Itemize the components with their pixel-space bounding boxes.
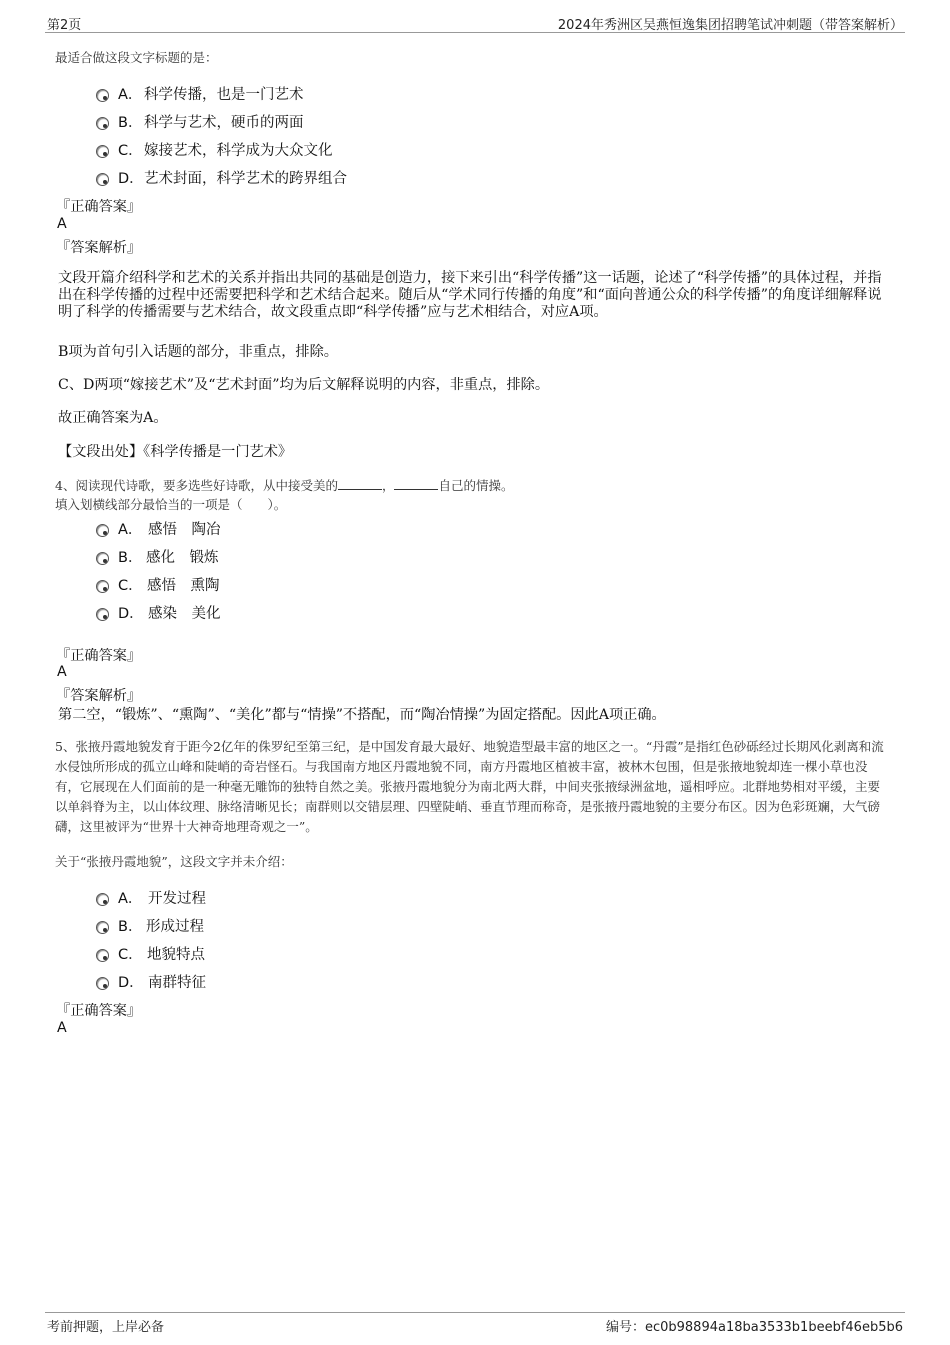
q3-source: 【文段出处】《科学传播是一门艺术》 [58, 444, 293, 460]
option-text: 嫁接艺术，科学成为大众文化 [144, 143, 333, 159]
option-letter: D． [118, 171, 144, 187]
document-code [606, 1316, 903, 1335]
option-text: 形成过程 [146, 919, 204, 935]
page-header [45, 12, 905, 33]
option-letter: D． [118, 975, 144, 991]
option-letter: A． [118, 891, 143, 907]
q3-answer: A [57, 216, 67, 232]
q4-stem-part2: ， [381, 478, 395, 493]
option-text: 感悟 陶冶 [148, 522, 221, 538]
radio-button-icon[interactable] [96, 117, 109, 130]
q4-answer: A [57, 664, 67, 680]
option-text: 感化 锻炼 [146, 550, 219, 566]
q3-analysis-paragraph-2: B项为首句引入话题的部分，非重点，排除。 [58, 344, 338, 360]
q3-analysis-label: 『答案解析』 [56, 240, 142, 256]
option-letter: C． [118, 578, 143, 594]
q3-analysis-paragraph-3: C、D两项“嫁接艺术”及“艺术封面”均为后文解释说明的内容，非重点，排除。 [58, 377, 550, 393]
q3-stem: 最适合做这段文字标题的是： [55, 50, 218, 65]
option-letter: C． [118, 947, 143, 963]
radio-button-icon[interactable] [96, 949, 109, 962]
option-letter: B． [118, 550, 143, 566]
fill-blank-2 [394, 477, 438, 490]
q4-analysis-label: 『答案解析』 [56, 688, 142, 704]
q3-analysis-paragraph-4: 故正确答案为A。 [58, 410, 168, 426]
radio-button-icon[interactable] [96, 524, 109, 537]
radio-button-icon[interactable] [96, 552, 109, 565]
option-letter: A． [118, 87, 143, 103]
q4-stem-part3: 自己的情操。 [438, 478, 514, 493]
option-text: 科学传播，也是一门艺术 [144, 87, 304, 103]
code-label: 编号： [605, 1320, 645, 1335]
code-value: ec0b98894a18ba3533b1beebf46eb5b6 [644, 1320, 903, 1335]
q4-stem-part1: 4、阅读现代诗歌，要多选些好诗歌，从中接受美的 [55, 478, 338, 493]
footer-slogan: 考前押题，上岸必备 [47, 1320, 165, 1335]
radio-button-icon[interactable] [96, 893, 109, 906]
option-text: 艺术封面，科学艺术的跨界组合 [144, 171, 347, 187]
q5-answer-label: 『正确答案』 [56, 1003, 142, 1019]
option-text: 感悟 熏陶 [147, 578, 220, 594]
radio-button-icon[interactable] [96, 145, 109, 158]
q5-stem: 5、张掖丹霞地貌发育于距今2亿年的侏罗纪至第三纪，是中国发育最大最好、地貌造型最丰富的地区之一。“丹霞”是指红色砂砾经过长期风化剥离和流水侵蚀所形成的孤立山峰和陡峭的奇岩怪石。与我国南方地区丹霞地貌不同，南方丹霞地区植被丰富，被林木包围，但是张掖地貌却连一棵小草也没有，它展现在人们面前的是一种毫无雕饰的独特自然之美。张掖丹霞地貌分为南北两大群，中间夹张掖绿洲盆地，遥相呼应。北群地势相对平缓，主要以单斜脊为主，以山体纹理、脉络清晰见长；南群则以交错层理、四壁陡峭、垂直节理而称奇，是张掖丹霞地貌的主要分布区。因为色彩斑斓，大气磅礴，这里被评为“世界十大神奇地理奇观之一”。 [55, 739, 884, 834]
radio-button-icon[interactable] [96, 921, 109, 934]
option-text: 南群特征 [148, 975, 206, 991]
q4-stem-line2: 填入划横线部分最恰当的一项是（ ）。 [55, 497, 287, 512]
option-letter: B． [118, 115, 143, 131]
option-text: 科学与艺术，硬币的两面 [144, 115, 304, 131]
option-letter: B． [118, 919, 143, 935]
option-text: 开发过程 [148, 891, 206, 907]
radio-button-icon[interactable] [96, 173, 109, 186]
q3-answer-label: 『正确答案』 [56, 199, 142, 215]
q4-stem [55, 476, 514, 494]
option-letter: D． [118, 606, 144, 622]
q5-question: 关于“张掖丹霞地貌”，这段文字并未介绍： [55, 854, 293, 869]
q4-analysis: 第二空，“锻炼”、“熏陶”、“美化”都与“情操”不搭配，而“陶冶情操”为固定搭配。因此A项正确。 [58, 707, 666, 723]
q5-answer: A [57, 1020, 67, 1036]
radio-button-icon[interactable] [96, 89, 109, 102]
q4-answer-label: 『正确答案』 [56, 648, 142, 664]
fill-blank-1 [338, 477, 382, 490]
radio-button-icon[interactable] [96, 580, 109, 593]
q3-analysis-paragraph-1: 文段开篇介绍科学和艺术的关系并指出共同的基础是创造力，接下来引出“科学传播”这一话题，论述了“科学传播”的具体过程，并指出在科学传播的过程中还需要把科学和艺术结合起来。随后从“学术同行传播的角度”和“面向普通公众的科学传播”的角度详细解释说明了科学的传播需要与艺术结合，故文段重点即“科学传播”应与艺术相结合，对应A项。 [58, 270, 882, 320]
page-footer [45, 1312, 905, 1337]
option-text: 感染 美化 [148, 606, 221, 622]
radio-button-icon[interactable] [96, 608, 109, 621]
page-number: 第2页 [47, 18, 82, 33]
option-letter: C． [118, 143, 143, 159]
radio-button-icon[interactable] [96, 977, 109, 990]
option-text: 地貌特点 [147, 947, 205, 963]
document-title: 2024年秀洲区吴燕恒逸集团招聘笔试冲刺题（带答案解析） [557, 18, 903, 33]
option-letter: A． [118, 522, 143, 538]
